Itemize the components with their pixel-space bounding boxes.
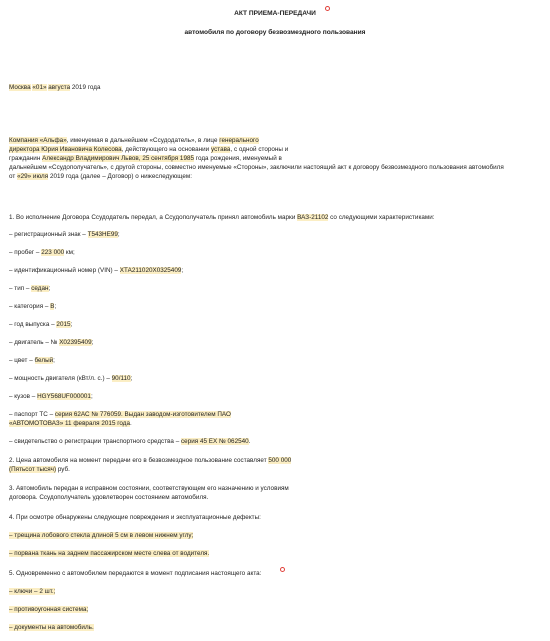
passport-line-1 [9, 411, 231, 419]
lender-director: директора Юрия Ивановича Колесова [9, 146, 122, 153]
item-3-line-2: договора. Ссудополучатель удовлетворен состоянием автомобиля. [9, 494, 209, 501]
spec-value: Т543НЕ99 [87, 231, 118, 238]
spec-line [9, 393, 93, 401]
intro-line-2 [9, 146, 288, 154]
certificate-value: серия 45 ЕХ № 062540 [181, 438, 249, 445]
passport-tail: . [130, 420, 132, 427]
borrower-name: Александр Владимирович Львов, 25 сентября 1985 [42, 155, 195, 162]
spec-line [9, 357, 55, 365]
price-words: (Пятьсот тысяч) [9, 466, 57, 473]
edit-marker-icon[interactable] [325, 6, 330, 11]
spec-label: – кузов – [9, 393, 38, 400]
item-1 [9, 214, 435, 222]
lender-basis: устава [210, 146, 231, 153]
intro-text: , действующего на основании [121, 146, 211, 153]
handover-text: – документы на автомобиль. [9, 624, 94, 631]
spec-line [9, 339, 93, 347]
spec-label: – год выпуска – [9, 321, 57, 328]
spec-tail: ; [117, 231, 120, 238]
defect-item [9, 532, 193, 540]
spec-label: – двигатель – № [9, 339, 60, 346]
spec-label: – регистрационный знак – [9, 231, 88, 238]
spec-label: – тип – [9, 285, 32, 292]
spec-label: – пробег – [9, 249, 42, 256]
spec-value: белый [34, 357, 54, 364]
edit-marker-icon[interactable] [280, 567, 285, 572]
spec-line [9, 321, 72, 329]
place-date-line [9, 84, 101, 92]
item-1-text: 1. Во исполнение Договора Ссудодатель передал, а Ссудополучатель принял автомобиль марки [9, 214, 298, 221]
contract-date: «29» июля [17, 173, 49, 180]
spec-tail: км; [64, 249, 75, 256]
document-subtitle: автомобиля по договору безвозмездного пользования [184, 29, 366, 36]
price-currency: руб. [56, 466, 70, 473]
price-value: 500 000 [268, 457, 292, 464]
handover-text: – ключи – 2 шт.; [9, 588, 56, 595]
intro-text: гражданин [9, 155, 43, 162]
intro-line-4: дальнейшем «Ссудополучатель», с другой стороны, совместно именуемые «Стороны», заключили настоящий акт к договору безвозмездного пользования автомобиля [9, 164, 504, 171]
spec-tail: ; [90, 393, 93, 400]
spec-tail: ; [181, 267, 184, 274]
handover-item [9, 588, 55, 596]
city: Москва [9, 84, 31, 91]
lender-position: генерального [219, 137, 259, 144]
defect-item [9, 550, 209, 558]
item-2-text: 2. Цена автомобиля на момент передачи его в безвозмездное пользование составляет [9, 457, 269, 464]
certificate-label: – свидетельство о регистрации транспортного средства – [9, 438, 182, 445]
spec-label: – цвет – [9, 357, 35, 364]
defect-text: – трещина лобового стекла длиной 5 см в левом нижнем углу; [9, 532, 194, 539]
passport-value: серия 62АС № 776059. Выдан заводом-изготовителем ПАО [54, 411, 231, 418]
intro-text: 2019 года (далее – Договор) о нижеследующем: [48, 173, 192, 180]
passport-line-2 [9, 420, 132, 428]
item-2-line-2 [9, 466, 70, 474]
defect-text: – порвана ткань на заднем пассажирском месте слева от водителя. [9, 550, 210, 557]
spec-line [9, 375, 132, 383]
document-title: АКТ ПРИЕМА-ПЕРЕДАЧИ [234, 10, 316, 17]
item-3-line-1: 3. Автомобиль передан в исправном состоянии, соответствующем его назначению и условиям [9, 485, 289, 492]
spec-line [9, 285, 50, 293]
spec-line [9, 267, 183, 275]
spec-tail: ; [91, 339, 94, 346]
spec-line [9, 303, 56, 311]
intro-line-1 [9, 137, 259, 145]
spec-label: – категория – [9, 303, 51, 310]
item-2-line-1 [9, 457, 291, 465]
spec-value: 90/110 [111, 375, 131, 382]
lender-name: Компания «Альфа» [9, 137, 67, 144]
car-model: ВАЗ-21102 [297, 214, 329, 221]
certificate-tail: . [248, 438, 251, 445]
intro-text: , с одной стороны и [230, 146, 289, 153]
intro-text: , именуемая в дальнейшем «Ссудодатель», в лице [66, 137, 220, 144]
certificate-line [9, 438, 250, 446]
intro-text: года рождения, именуемый в [194, 155, 282, 162]
spec-value: В [50, 303, 55, 310]
spec-line [9, 231, 120, 239]
spec-tail: ; [130, 375, 133, 382]
passport-issuer: «АВТОМОТОВАЗ» 11 февраля 2015 года [9, 420, 131, 427]
spec-tail: ; [70, 321, 73, 328]
date-month: августа [48, 84, 71, 91]
spec-value: седан [31, 285, 49, 292]
spec-value: 223 000 [41, 249, 65, 256]
spec-label: – идентификационный номер (VIN) – [9, 267, 120, 274]
item-4-text: 4. При осмотре обнаружены следующие повреждения и эксплуатационные дефекты: [9, 514, 261, 521]
spec-value: Х02395409 [59, 339, 92, 346]
spec-line [9, 249, 75, 257]
date-day: «01» [32, 84, 47, 91]
passport-label: – паспорт ТС – [9, 411, 55, 418]
spec-label: – мощность двигателя (кВт/л. с.) – [9, 375, 112, 382]
spec-value: HGY568UF000001 [37, 393, 91, 400]
spec-tail: ; [48, 285, 51, 292]
intro-line-5 [9, 173, 192, 181]
intro-text: от [9, 173, 18, 180]
spec-tail: ; [53, 357, 55, 364]
spec-tail: ; [54, 303, 57, 310]
intro-line-3 [9, 155, 282, 163]
item-1-text: со следующими характеристиками: [328, 214, 435, 221]
handover-item [9, 606, 88, 614]
spec-value: ХТА211020Х0325409 [119, 267, 182, 274]
spec-value: 2015 [56, 321, 71, 328]
handover-item [9, 624, 94, 632]
item-5-text: 5. Одновременно с автомобилем передаются в момент подписания настоящего акта: [9, 570, 262, 577]
date-rest: 2019 года [71, 84, 101, 91]
handover-text: – противоугонная система; [9, 606, 89, 613]
